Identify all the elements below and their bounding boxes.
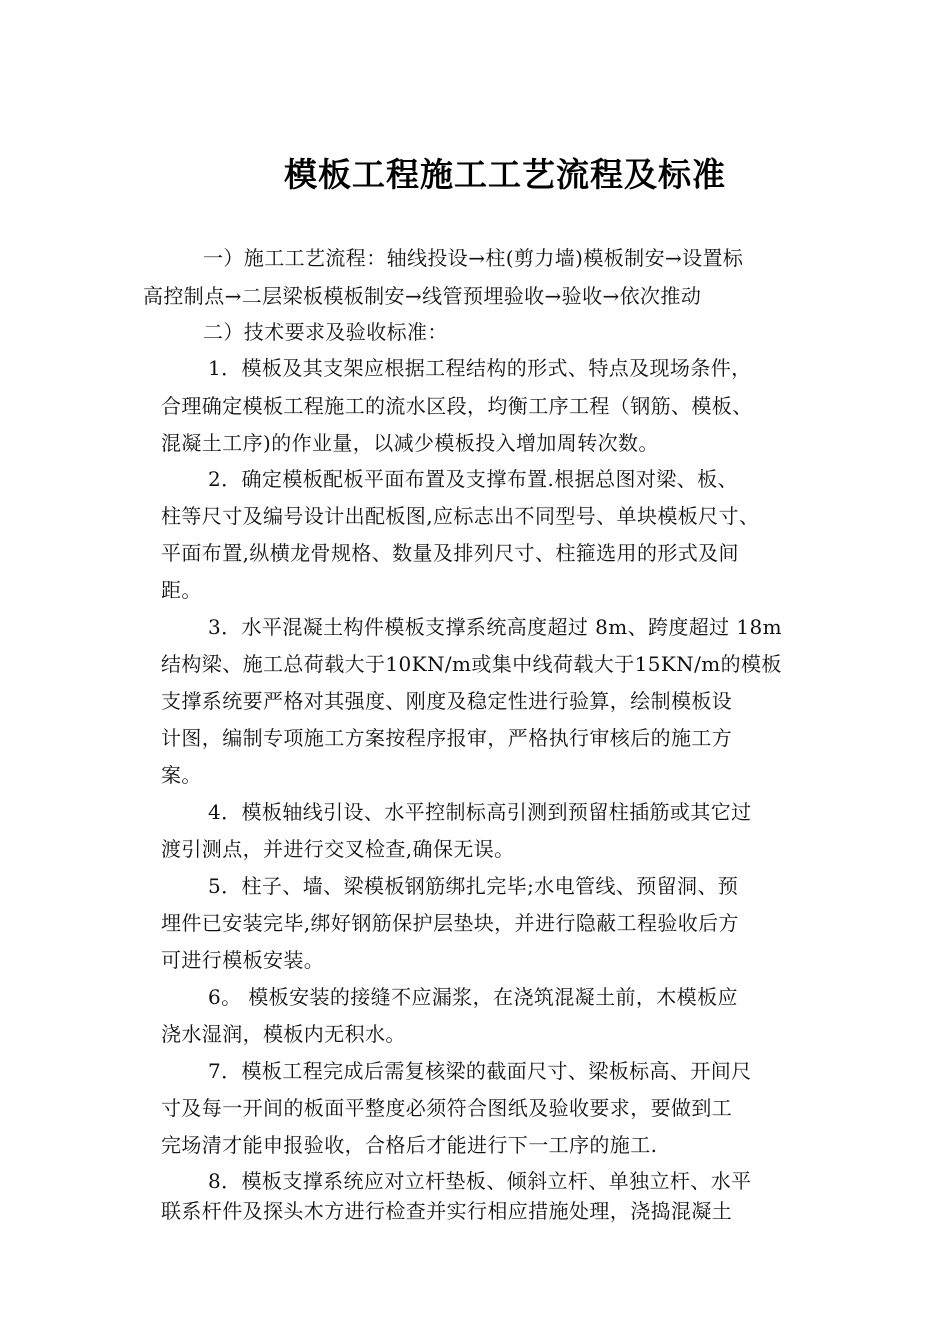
text-line: 渡引测点，并进行交叉检查,确保无误。 (161, 837, 515, 861)
text-line: 柱等尺寸及编号设计出配板图,应标志出不同型号、单块模板尺寸、 (161, 504, 760, 528)
document-title: 模板工程施工工艺流程及标准 (284, 155, 726, 194)
text-line: 高控制点→二层梁板模板制安→线管预埋验收→验收→依次推动 (143, 284, 702, 308)
text-line: 联系杆件及探头木方进行检查并实行相应措施处理，浇捣混凝土 (161, 1199, 733, 1223)
text-line: 平面布置,纵横龙骨规格、数量及排列尺寸、柱箍选用的形式及间 (161, 541, 739, 565)
text-line: 2．确定模板配板平面布置及支撑布置.根据总图对梁、板、 (208, 467, 738, 491)
text-line: 支撑系统要严格对其强度、刚度及稳定性进行验算，绘制模板设 (161, 689, 733, 713)
text-line: 7．模板工程完成后需复核梁的截面尺寸、梁板标高、开间尺 (208, 1059, 752, 1083)
text-line: 计图，编制专项施工方案按程序报审，严格执行审核后的施工方 (161, 726, 733, 750)
text-line: 4．模板轴线引设、水平控制标高引测到预留柱插筋或其它过 (208, 800, 752, 824)
text-line: 5．柱子、墙、梁模板钢筋绑扎完毕;水电管线、预留洞、预 (208, 874, 739, 898)
text-line: 完场清才能申报验收，合格后才能进行下一工序的施工. (161, 1133, 658, 1157)
text-line: 结构梁、施工总荷载大于10KN/m或集中线荷载大于15KN/m的模板 (161, 652, 782, 676)
text-line: 一）施工工艺流程：轴线投设→柱(剪力墙)模板制安→设置标 (203, 246, 744, 270)
text-line: 二）技术要求及验收标准： (203, 320, 448, 344)
text-line: 8．模板支撑系统应对立杆垫板、倾斜立杆、单独立杆、水平 (208, 1169, 752, 1193)
text-line: 6。 模板安装的接缝不应漏浆，在浇筑混凝土前，木模板应 (208, 985, 738, 1009)
text-line: 可进行模板安装。 (161, 948, 325, 972)
text-line: 合理确定模板工程施工的流水区段，均衡工序工程（钢筋、模板、 (161, 394, 753, 418)
text-line: 埋件已安装完毕,绑好钢筋保护层垫块，并进行隐蔽工程验收后方 (161, 911, 739, 935)
text-line: 浇水湿润，模板内无积水。 (161, 1022, 406, 1046)
text-line: 1．模板及其支架应根据工程结构的形式、特点及现场条件， (208, 356, 752, 380)
text-line: 混凝土工序)的作业量，以减少模板投入增加周转次数。 (161, 431, 659, 455)
text-line: 3．水平混凝土构件模板支撑系统高度超过 8m、跨度超过 18m (208, 615, 782, 639)
text-line: 距。 (161, 578, 202, 602)
text-line: 寸及每一开间的板面平整度必须符合图纸及验收要求，要做到工 (161, 1096, 733, 1120)
text-line: 案。 (161, 763, 202, 787)
